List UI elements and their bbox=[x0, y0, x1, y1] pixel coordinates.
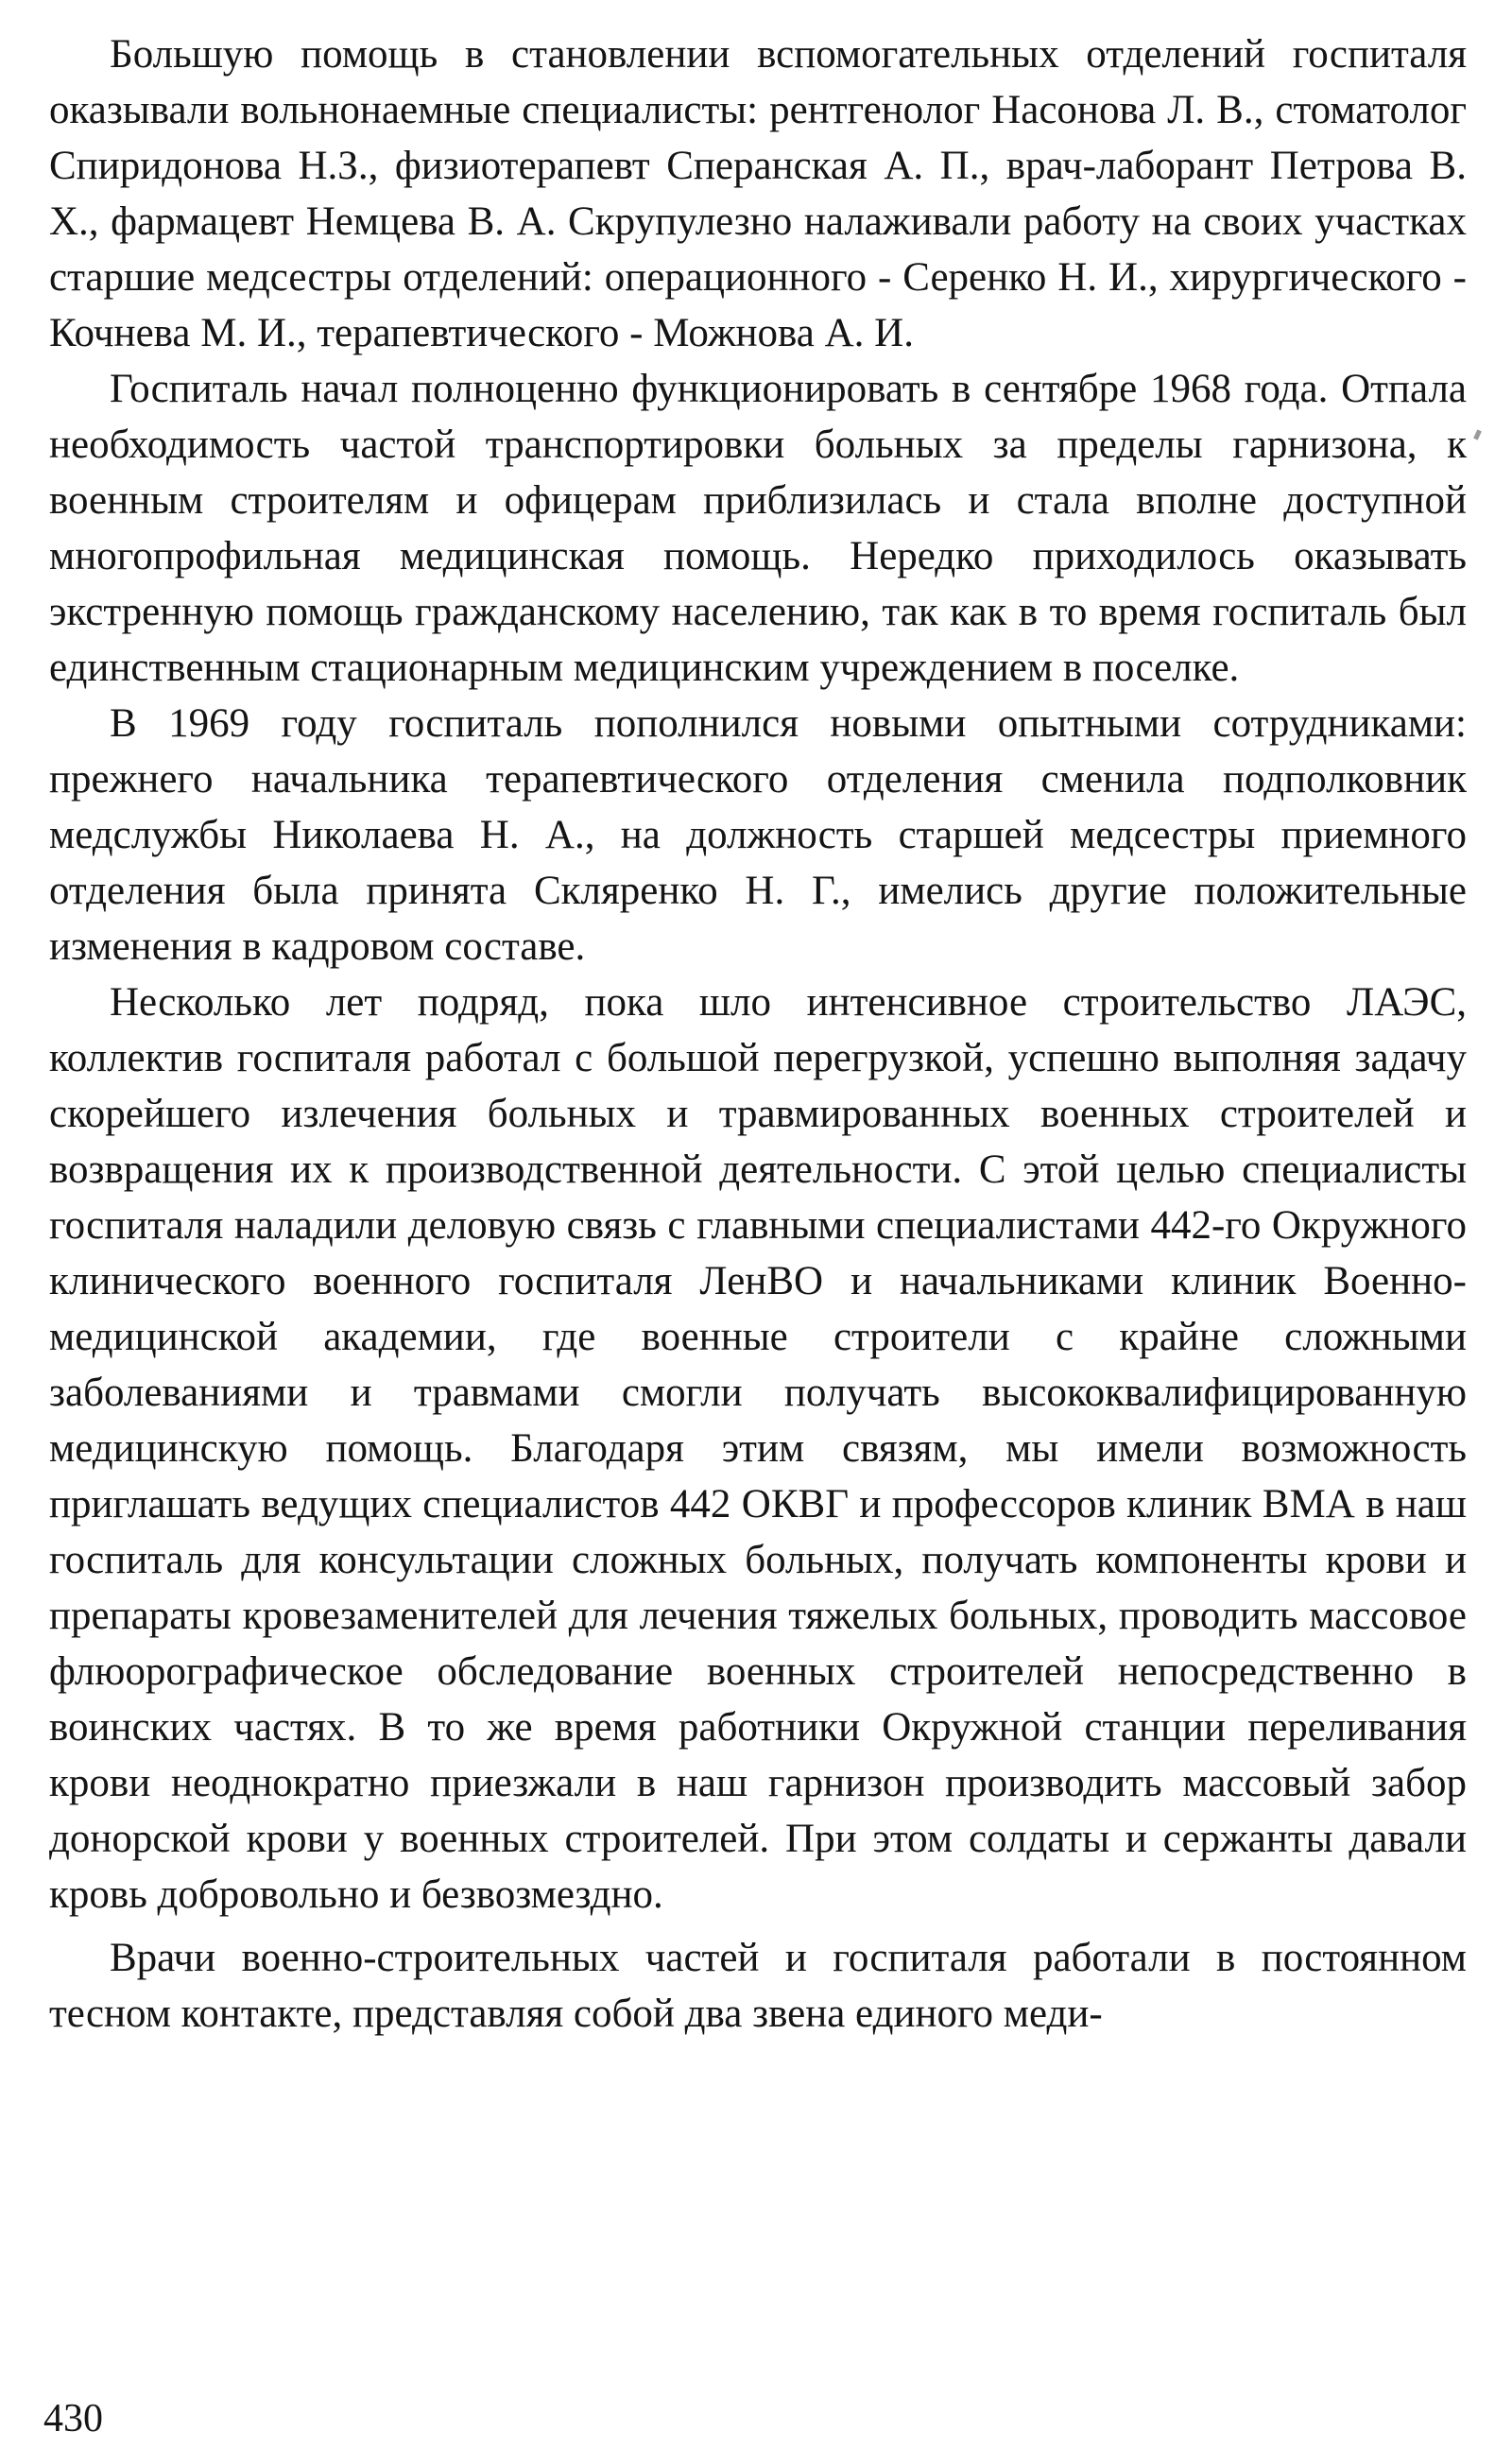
paragraph-doctors-cooperation: Врачи военно-строительных частей и госпиталя работали в постоянном тесном контакте, представляя собой два звена единого меди- bbox=[49, 1936, 1467, 2036]
page-number: 430 bbox=[43, 2397, 103, 2440]
paragraph-auxiliary-departments: Большую помощь в становлении вспомогательных отделений госпиталя оказывали вольнонаемные специалисты: рентгенолог Насонова Л. В., стоматолог Спиридонова Н.З., физиотерапевт Сперанская А. П., врач-лаборант Петрова В. Х., фармацевт Немцева В. А. Скрупулезно налаживали работу на своих участках старшие медсестры отделений: операционного - Серенко Н. И., хирургического - Кочнева М. И., терапевтического - Можнова А. И. bbox=[49, 32, 1467, 355]
paragraph-hospital-operation-1968: Госпиталь начал полноценно функционировать в сентябре 1968 года. Отпала необходимость частой транспортировки больных за пределы гарнизона, к военным строителям и офицерам приблизилась и стала вполне доступной многопрофильная медицинская помощь. Нередко приходилось оказывать экстренную помощь гражданскому населению, так как в то время госпиталь был единственным стационарным медицинским учреждением в поселке. bbox=[49, 367, 1467, 690]
paragraph-staff-1969: В 1969 году госпиталь пополнился новыми опытными сотрудниками: прежнего начальника терапевтического отделения сменила подполковник медслужбы Николаева Н. А., на должность старшей медсестры приемного отделения была принята Скляренко Н. Г., имелись другие положительные изменения в кадровом составе. bbox=[49, 701, 1467, 969]
body-text bbox=[49, 26, 1467, 2042]
scan-speck bbox=[1473, 429, 1482, 440]
paragraph-laes-construction: Несколько лет подряд, пока шло интенсивное строительство ЛАЭС, коллектив госпиталя работал с большой перегрузкой, успешно выполняя задачу скорейшего излечения больных и травмированных военных строителей и возвращения их к производственной деятельности. С этой целью специалисты госпиталя наладили деловую связь с главными специалистами 442-го Окружного клинического военного госпиталя ЛенВО и начальниками клиник Военно-медицинской академии, где военные строители с крайне сложными заболеваниями и травмами смогли получать высококвалифицированную медицинскую помощь. Благодаря этим связям, мы имели возможность приглашать ведущих специалистов 442 ОКВГ и профессоров клиник ВМА в наш госпиталь для консультации сложных больных, получать компоненты крови и препараты кровезаменителей для лечения тяжелых больных, проводить массовое флюорографическое обследование военных строителей непосредственно в воинских частях. В то же время работники Окружной станции переливания крови неоднократно приезжали в наш гарнизон производить массовый забор донорской крови у военных строителей. При этом солдаты и сержанты давали кровь добровольно и безвозмездно. bbox=[49, 980, 1467, 1917]
